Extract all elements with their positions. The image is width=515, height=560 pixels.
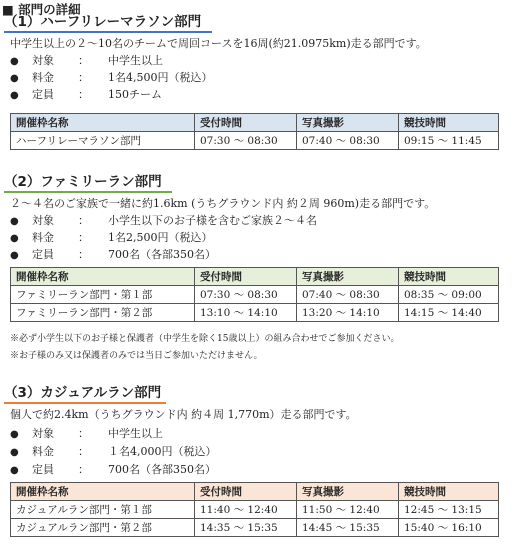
table-row (11, 286, 499, 304)
table-header-row (11, 114, 499, 132)
table-cell: 11:40 ～ 12:40 (195, 501, 297, 519)
table-header-row (11, 483, 499, 501)
column-header: 受付時間 (195, 114, 297, 132)
bullet-icon: ● (10, 73, 19, 84)
column-header: 受付時間 (195, 268, 297, 286)
column-header: 競技時間 (399, 114, 499, 132)
bullet-icon: ● (10, 90, 19, 101)
column-header: 開催枠名称 (11, 483, 195, 501)
table-cell: カジュアルラン部門・第１部 (11, 501, 195, 519)
column-header: 開催枠名称 (11, 114, 195, 132)
section-description: 個人で約2.4km（うちグラウンド内 約４周 1,770m）走る部門です。 (10, 408, 357, 421)
section-description: 中学生以上の２～10名のチームで周回コースを16周(約21.0975km)走る部門です。 (10, 37, 427, 50)
column-header: 受付時間 (195, 483, 297, 501)
bullet-icon: ● (10, 56, 19, 67)
bullet-icon: ● (10, 250, 19, 261)
table-cell: カジュアルラン部門・第２部 (11, 519, 195, 537)
table-row (11, 132, 499, 150)
column-header: 写真撮影 (297, 483, 399, 501)
section-underline (4, 402, 166, 404)
note-text: ※お子様のみ又は保護者のみでは当日ご参加いただけません。 (10, 351, 263, 361)
section-underline (4, 191, 172, 193)
info-item-capacity: ● 定員 ： 150チーム (10, 88, 162, 101)
table-cell: ファミリーラン部門・第１部 (11, 286, 195, 304)
table-cell: ハーフリレーマラソン部門 (11, 132, 195, 150)
table-cell: 15:40 ～ 16:10 (399, 519, 499, 537)
column-header: 写真撮影 (297, 268, 399, 286)
table-cell: ファミリーラン部門・第２部 (11, 304, 195, 322)
table-cell: 14:35 ～ 15:35 (195, 519, 297, 537)
section-title-half-relay: （1）ハーフリレーマラソン部門 (4, 14, 202, 30)
column-header: 開催枠名称 (11, 268, 195, 286)
table-cell: 07:40 ～ 08:30 (297, 286, 399, 304)
table-row (11, 519, 499, 537)
column-header: 写真撮影 (297, 114, 399, 132)
table-cell: 13:10 ～ 14:10 (195, 304, 297, 322)
schedule-table-half-relay (10, 113, 499, 150)
info-item-target: ● 対象 ： 中学生以上 (10, 54, 163, 67)
table-cell: 09:15 ～ 11:45 (399, 132, 499, 150)
table-cell: 08:35 ～ 09:00 (399, 286, 499, 304)
table-cell: 07:30 ～ 08:30 (195, 132, 297, 150)
note-text: ※必ず小学生以下のお子様と保護者（中学生を除く15歳以上）の組み合わせでご参加ください。 (10, 334, 400, 344)
bullet-icon: ● (10, 233, 19, 244)
table-header-row (11, 268, 499, 286)
section-title-family-run: （2）ファミリーラン部門 (4, 174, 162, 190)
column-header: 競技時間 (399, 268, 499, 286)
table-cell: 12:45 ～ 13:15 (399, 501, 499, 519)
info-item-target: ● 対象 ： 小学生以下のお子様を含むご家族２～４名 (10, 214, 317, 227)
table-cell: 14:45 ～ 15:35 (297, 519, 399, 537)
table-cell: 13:20 ～ 14:10 (297, 304, 399, 322)
info-item-fee: ● 料金 ： 1名4,500円（税込） (10, 71, 213, 84)
info-item-capacity: ● 定員 ： 700名（各部350名） (10, 463, 216, 476)
section-title-casual-run: （3）カジュアルラン部門 (4, 385, 162, 401)
section-description: ２～４名のご家族で一緒に約1.6km (うちグラウンド内 約２周 960m)走る部門です。 (10, 197, 436, 210)
info-item-fee: ● 料金 ： １名4,000円（税込） (10, 445, 217, 458)
header-title: 部門の詳細 (18, 2, 81, 17)
table-cell: 07:40 ～ 08:30 (297, 132, 399, 150)
bullet-icon: ● (10, 216, 19, 227)
info-item-target: ● 対象 ： 中学生以上 (10, 427, 163, 440)
square-marker-icon: ■ (2, 2, 14, 17)
info-item-capacity: ● 定員 ： 700名（各部350名） (10, 248, 216, 261)
table-cell: 14:15 ～ 14:40 (399, 304, 499, 322)
column-header: 競技時間 (399, 483, 499, 501)
bullet-icon: ● (10, 465, 19, 476)
bullet-icon: ● (10, 429, 19, 440)
section-underline (4, 31, 212, 33)
schedule-table-casual-run (10, 482, 499, 537)
schedule-table-family-run (10, 267, 499, 322)
table-cell: 11:50 ～ 12:40 (297, 501, 399, 519)
table-cell: 07:30 ～ 08:30 (195, 286, 297, 304)
bullet-icon: ● (10, 447, 19, 458)
info-item-fee: ● 料金 ： 1名2,500円（税込） (10, 231, 213, 244)
table-row (11, 304, 499, 322)
table-row (11, 501, 499, 519)
